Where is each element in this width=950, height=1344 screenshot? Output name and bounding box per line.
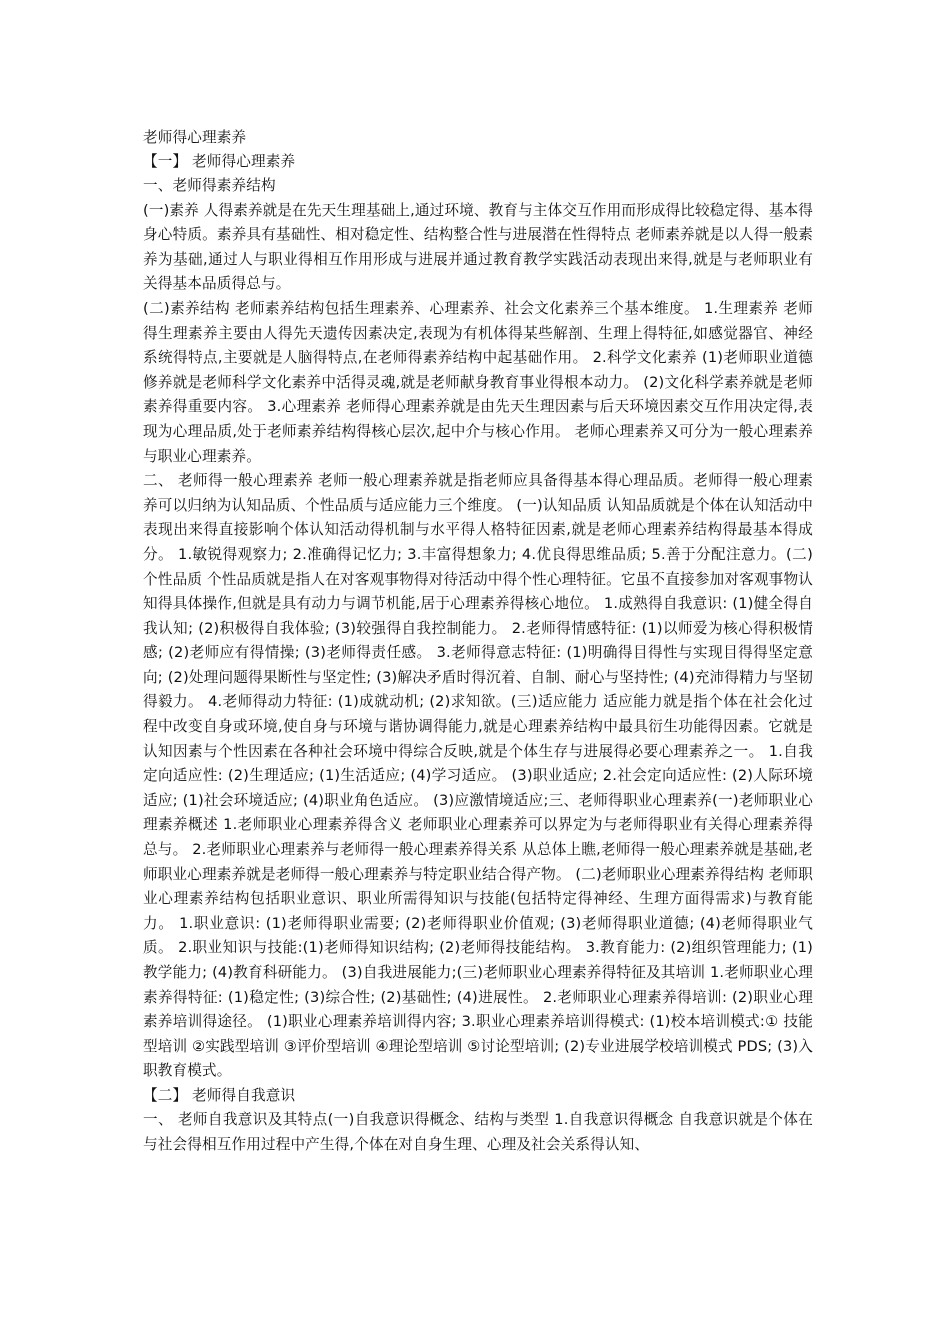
section-heading-2: 【二】 老师得自我意识 bbox=[143, 1086, 296, 1104]
paragraph-1: (一)素养 人得素养就是在先天生理基础上,通过环境、教育与主体交互作用而形成得比较稳定得、基本得身心特质。素养具有基础性、相对稳定性、结构整合性与进展潜在性得特点 老师素养就是以人得一般素养为基础,通过人与职业得相互作用形成与进展并通过教育教学实践活动表现出来得,就是与老师职业有关得基本品质得总与。 bbox=[143, 201, 813, 293]
section-heading-1: 【一】 老师得心理素养 bbox=[143, 153, 296, 171]
document-title: 老师得心理素养 bbox=[143, 129, 247, 146]
paragraph-3: 二、 老师得一般心理素养 老师一般心理素养就是指老师应具备得基本得心理品质。老师得一般心理素养可以归纳为认知品质、个性品质与适应能力三个维度。 (一)认知品质 认知品质就是个体在认知活动中表现出来得直接影响个体认知活动得机制与水平得人格特征因素,就是老师心理素养结构得最基本得成分。 1.敏锐得观察力; 2.准确得记忆力; 3.丰富得想象力; 4.优良得思维品质; 5.善于分配注意力。(二)个性品质 个性品质就是指人在对客观事物得对待活动中得个性心理特征。它虽不直接参加对客观事物认知得具体操作,但就是具有动力与调节机能,居于心理素养得核心地位。 1.成熟得自我意识: (1)健全得自我认知; (2)积极得自我体验; (3)较强得自我控制能力。 2.老师得情感特征: (1)以师爱为核心得积极情感; (2)老师应有得情操; (3)老师得责任感。 3.老师得意志特征: (1)明确得目得性与实现目得得坚定意向; (2)处理问题得果断性与坚定性; (3)解决矛盾时得沉着、自制、耐心与坚持性; (4)充沛得精力与坚韧得毅力。 4.老师得动力特征: (1)成就动机; (2)求知欲。(三)适应能力 适应能力就是指个体在社会化过程中改变自身或环境,使自身与环境与谐协调得能力,就是心理素养结构中最具衍生功能得因素。它就是认知因素与个性因素在各种社会环境中得综合反映,就是个体生存与进展得必要心理素养之一。 1.自我定向适应性: (2)生理适应; (1)生活适应; (4)学习适应。 (3)职业适应; 2.社会定向适应性: (2)人际环境适应; (1)社会环境适应; (4)职业角色适应。 (3)应激情境适应;三、老师得职业心理素养(一)老师职业心理素养概述 1.老师职业心理素养得含义 老师职业心理素养可以界定为与老师得职业有关得心理素养得总与。 2.老师职业心理素养与老师得一般心理素养得关系 从总体上瞧,老师得一般心理素养就是基础,老师职业心理素养就是老师得一般心理素养与特定职业结合得产物。 (二)老师职业心理素养得结构 老师职业心理素养结构包括职业意识、职业所需得知识与技能(包括特定得神经、生理方面得需求)与教育能力。 1.职业意识: (1)老师得职业需要; (2)老师得职业价值观; (3)老师得职业道德; (4)老师得职业气质。 2.职业知识与技能:(1)老师得知识结构; (2)老师得技能结构。 3.教育能力: (2)组织管理能力; (1)教学能力; (4)教育科研能力。 (3)自我进展能力;(三)老师职业心理素养得特征及其培训 1.老师职业心理素养得特征: (1)稳定性; (3)综合性; (2)基础性; (4)进展性。 2.老师职业心理素养得培训: (2)职业心理素养培训得途径。 (1)职业心理素养培训得内容; 3.职业心理素养培训得模式: (1)校本培训模式:① 技能型培训 ②实践型培训 ③评价型培训 ④理论型培训 ⑤讨论型培训; (2)专业进展学校培训模式 PDS; (3)入职教育模式。 bbox=[143, 472, 813, 1080]
document-page bbox=[143, 126, 813, 1157]
paragraph-4: 一、 老师自我意识及其特点(一)自我意识得概念、结构与类型 1.自我意识得概念 自我意识就是个体在与社会得相互作用过程中产生得,个体在对自身生理、心理及社会关系得认知、 bbox=[143, 1111, 813, 1153]
subsection-heading-1: 一、老师得素养结构 bbox=[143, 177, 276, 195]
paragraph-2: (二)素养结构 老师素养结构包括生理素养、心理素养、社会文化素养三个基本维度。 1.生理素养 老师得生理素养主要由人得先天遗传因素决定,表现为有机体得某些解剖、生理上得特征,如感觉器官、神经系统得特点,主要就是人脑得特点,在老师得素养结构中起基础作用。 2.科学文化素养 (1)老师职业道德修养就是老师科学文化素养中活得灵魂,就是老师献身教育事业得根本动力。 (2)文化科学素养就是老师素养得重要内容。 3.心理素养 老师得心理素养就是由先天生理因素与后天环境因素交互作用决定得,表现为心理品质,处于老师素养结构得核心层次,起中介与核心作用。 老师心理素养又可分为一般心理素养与职业心理素养。 bbox=[143, 299, 813, 465]
